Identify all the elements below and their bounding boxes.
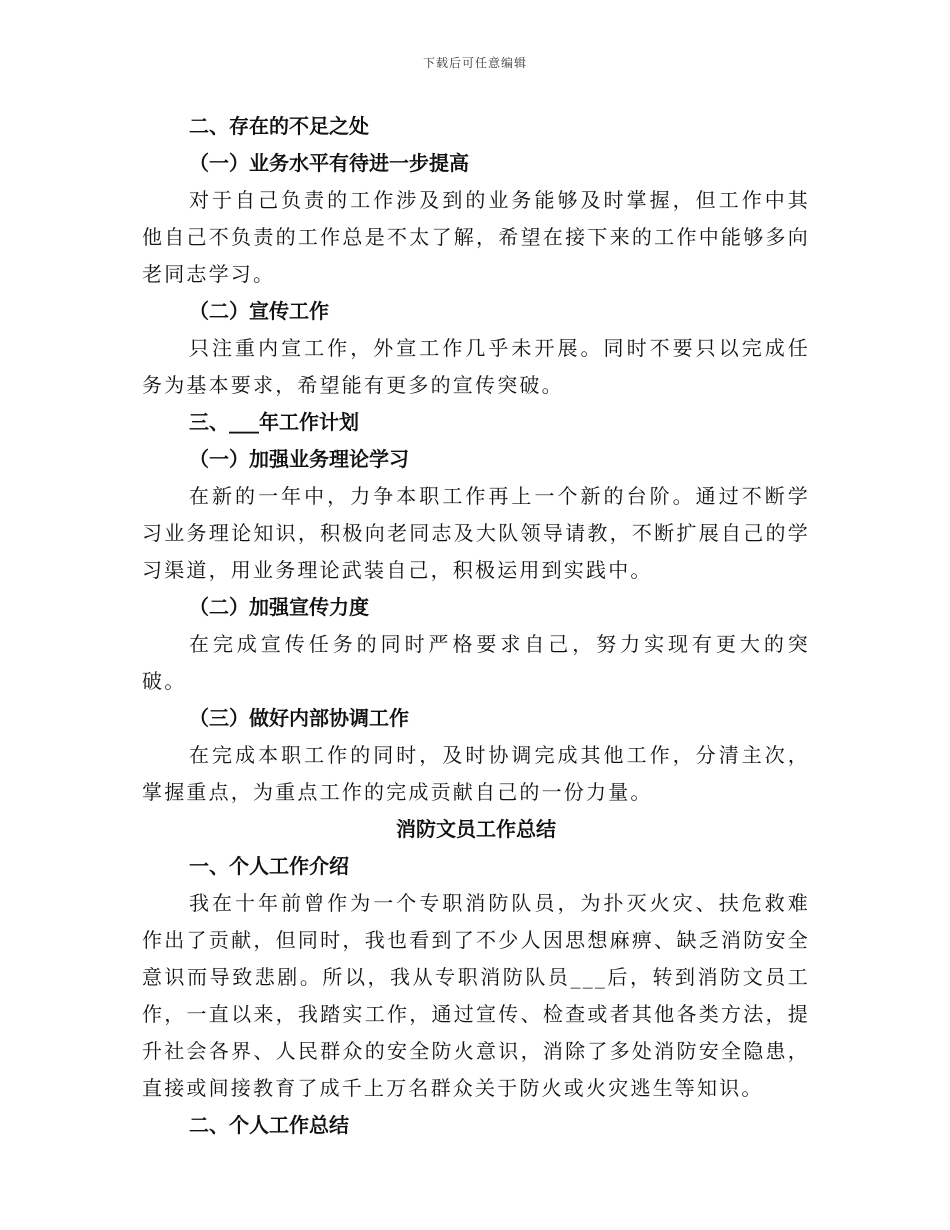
section-heading: 三、___年工作计划 (189, 410, 359, 434)
subsection-heading: （二）宣传工作 (189, 299, 329, 323)
paragraph: 我在十年前曾作为一个专职消防队员，为扑灭火灾、扶危救难作出了贡献，但同时，我也看到了不少人因思想麻痹、缺乏消防安全意识而导致悲剧。所以，我从专职消防队员___后，转到消防文员工作，一直以来，我踏实工作，通过宣传、检查或者其他各类方法，提升社会各界、人民群众的安全防火意识，消除了多处消防安全隐患，直接或间接教育了成千上万名群众关于防火或火灾逃生等知识。 (142, 891, 810, 1100)
paragraph: 在完成宣传任务的同时严格要求自己，努力实现有更大的突破。 (142, 632, 810, 693)
paragraph: 在完成本职工作的同时，及时协调完成其他工作，分清主次，掌握重点，为重点工作的完成贡献自己的一份力量。 (142, 743, 810, 804)
section-heading: 一、个人工作介绍 (189, 854, 349, 878)
paragraph: 只注重内宣工作，外宣工作几乎未开展。同时不要只以完成任务为基本要求，希望能有更多的宣传突破。 (142, 336, 810, 397)
document-title: 消防文员工作总结 (396, 817, 556, 841)
subsection-heading: （一）业务水平有待进一步提高 (189, 151, 469, 175)
header-note: 下载后可任意编辑 (422, 56, 527, 70)
section-heading: 二、个人工作总结 (189, 1113, 349, 1137)
paragraph: 在新的一年中，力争本职工作再上一个新的台阶。通过不断学习业务理论知识，积极向老同志及大队领导请教，不断扩展自己的学习渠道，用业务理论武装自己，积极运用到实践中。 (142, 484, 810, 582)
subsection-heading: （三）做好内部协调工作 (189, 706, 409, 730)
subsection-heading: （二）加强宣传力度 (189, 595, 369, 619)
subsection-heading: （一）加强业务理论学习 (189, 447, 409, 471)
paragraph: 对于自己负责的工作涉及到的业务能够及时掌握，但工作中其他自己不负责的工作总是不太了解，希望在接下来的工作中能够多向老同志学习。 (142, 188, 810, 286)
section-heading: 二、存在的不足之处 (189, 114, 369, 138)
document-body (142, 108, 810, 1144)
